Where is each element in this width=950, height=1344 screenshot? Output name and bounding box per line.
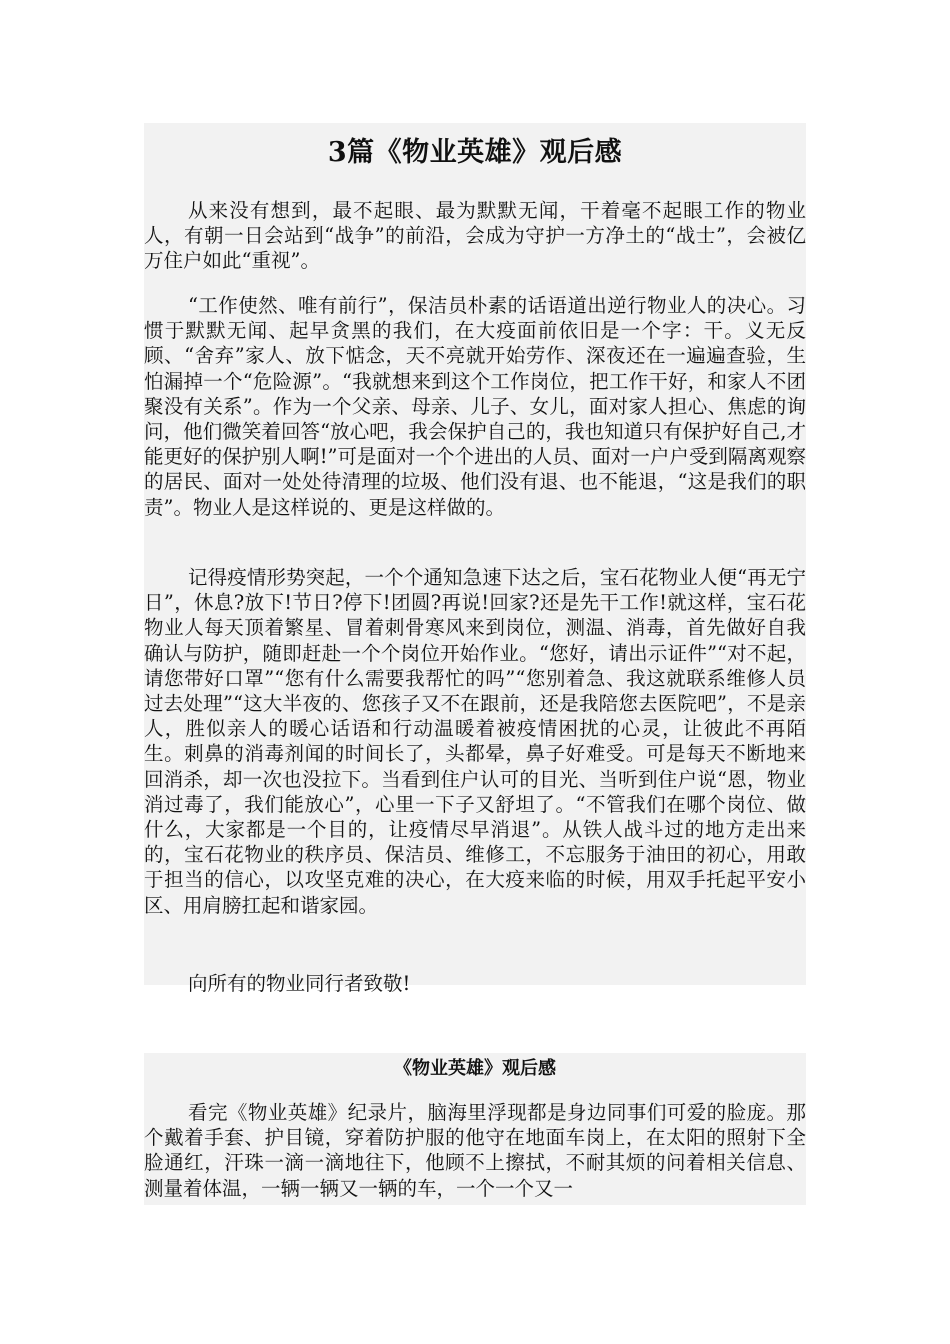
paragraph-section-2: 看完《物业英雄》纪录片，脑海里浮现都是身边同事们可爱的脸庞。那个戴着手套、护目镜，穿着防护服的他守在地面车岗上，在太阳的照射下全脸通红，汗珠一滴一滴地往下，他顾不上擦拭，不耐其烦的问着相关信息、测量着体温，一辆一辆又一辆的车，一个一个又一 bbox=[144, 1101, 806, 1200]
essay-section-1 bbox=[144, 123, 806, 995]
paragraph-1: 从来没有想到，最不起眼、最为默默无闻，干着毫不起眼工作的物业人，有朝一日会站到“战争”的前沿，会成为守护一方净土的“战士”，会被亿万住户如此“重视”。 bbox=[144, 199, 806, 273]
paragraph-3: 记得疫情形势突起，一个个通知急速下达之后，宝石花物业人便“再无宁日”，休息?放下!节日?停下!团圆?再说!回家?还是先干工作!就这样，宝石花物业人每天顶着繁星、冒着刺骨寒风来到岗位，测温、消毒，首先做好自我确认与防护，随即赶赴一个个岗位开始作业。“您好，请出示证件”“对不起，请您带好口罩”“您有什么需要我帮忙的吗”“您别着急、我这就联系维修人员过去处理”“这大半夜的、您孩子又不在跟前，还是我陪您去医院吧”，不是亲人，胜似亲人的暖心话语和行动温暖着被疫情困扰的心灵，让彼此不再陌生。刺鼻的消毒剂闻的时间长了，头都晕，鼻子好难受。可是每天不断地来回消杀，却一次也没拉下。当看到住户认可的目光、当听到住户说“恩，物业消过毒了，我们能放心”，心里一下子又舒坦了。“不管我们在哪个岗位、做什么，大家都是一个目的，让疫情尽早消退”。从铁人战斗过的地方走出来的，宝石花物业的秩序员、保洁员、维修工，不忘服务于油田的初心，用敢于担当的信心，以攻坚克难的决心，在大疫来临的时候，用双手托起平安小区、用肩膀扛起和谐家园。 bbox=[144, 566, 806, 917]
essay-section-2 bbox=[144, 1053, 806, 1205]
document-title: 3篇《物业英雄》观后感 bbox=[327, 137, 623, 168]
section-title: 《物业英雄》观后感 bbox=[394, 1058, 556, 1079]
paragraph-2: “工作使然、唯有前行”，保洁员朴素的话语道出逆行物业人的决心。习惯于默默无闻、起早贪黑的我们，在大疫面前依旧是一个字：干。义无反顾、“舍弃”家人、放下惦念，天不亮就开始劳作、深夜还在一遍遍查验，生怕漏掉一个“危险源”。“我就想来到这个工作岗位，把工作干好，和家人不团聚没有关系”。作为一个父亲、母亲、儿子、女儿，面对家人担心、焦虑的询问，他们微笑着回答“放心吧，我会保护自己的，我也知道只有保护好自己,才能更好的保护别人啊!”可是面对一个个进出的人员、面对一户户受到隔离观察的居民、面对一处处待清理的垃圾、他们没有退、也不能退，“这是我们的职责”。物业人是这样说的、更是这样做的。 bbox=[144, 294, 806, 519]
paragraph-4: 向所有的物业同行者致敬! bbox=[188, 972, 411, 995]
